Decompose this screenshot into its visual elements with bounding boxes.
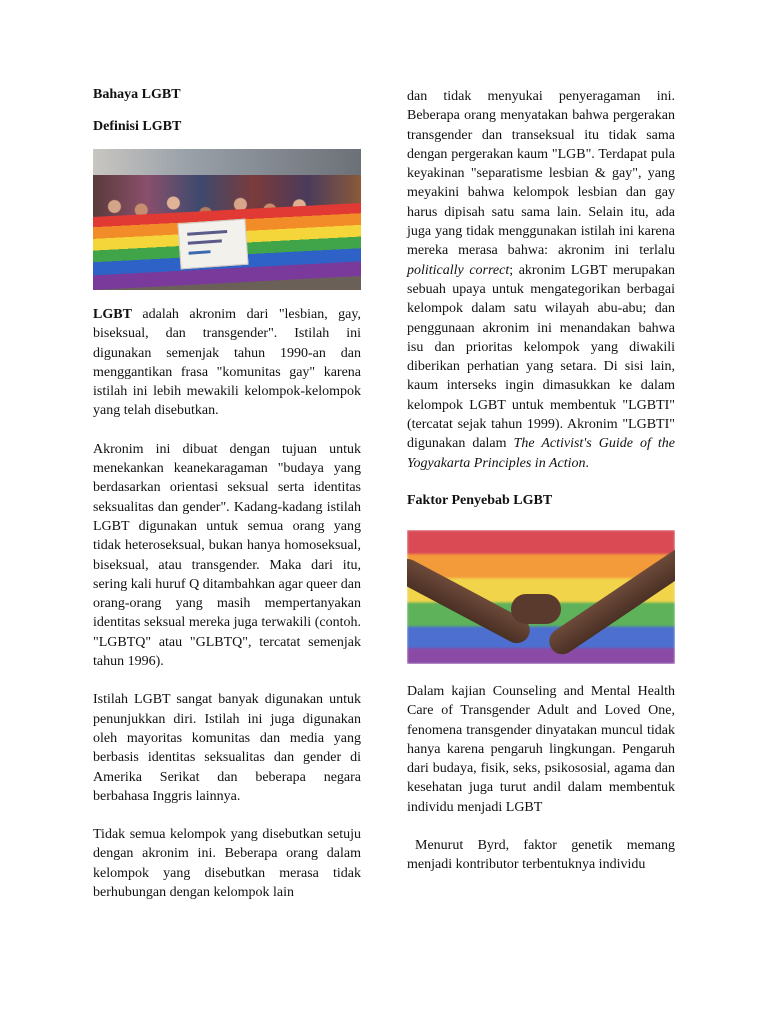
paragraph-definisi-3: Istilah LGBT sangat banyak digunakan untuk penunjukkan diri. Istilah ini juga digunakan oleh mayoritas komunitas dan media yang berbasis identitas seksualitas dan gender di Amerika Serikat dan beberapa negara berbahasa Inggris lainnya. (93, 692, 361, 804)
paragraph-text: dan tidak menyukai penyeragaman ini. Beberapa orang menyatakan bahwa pergerakan transgender dan transeksual itu tidak sama dengan pergerakan kaum "LGB". Terdapat pula keyakinan "separatisme lesbian & gay", yang meyakini bahwa kelompok lesbian dan gay harus dipisah satu sama lain. Selain itu, ada juga yang tidak menggunakan istilah ini karena mereka merasa bahwa: akronim ini terlalu (407, 89, 675, 259)
paragraph-text: . (585, 455, 589, 471)
paragraph-text: adalah akronim dari "lesbian, gay, biseksual, dan transgender". Istilah ini digunakan semenjak tahun 1990-an dan menggantikan frasa "komunitas gay" karena istilah ini lebih mewakili kelompok-kelompok yang telah disebutkan. (93, 307, 361, 419)
paragraph-definisi-1 (93, 305, 361, 421)
italic-phrase: politically correct (407, 262, 510, 278)
section-heading-definisi: Definisi LGBT (93, 119, 182, 134)
paragraph-continued (407, 87, 675, 473)
right-column (407, 87, 675, 875)
paragraph-text: ; akronim LGBT merupakan sebuah upaya untuk mengategorikan berbagai kelompok dalam satu wilayah abu-abu; dan penggunaan akronim ini menandakan bahwa isu dan prioritas kelompok yang diwakili diberikan perhatian yang setara. Di sisi lain, kaum interseks ingin dimasukkan ke dalam kelompok LGBT untuk membentuk "LGBTI" (tercatat sejak tahun 1999). Akronim "LGBTI" digunakan dalam (407, 262, 675, 452)
left-column (93, 86, 361, 902)
term-lgbt: LGBT (93, 307, 132, 322)
paragraph-definisi-4: Tidak semua kelompok yang disebutkan setuju dengan akronim ini. Beberapa orang dalam kelompok yang disebutkan merasa tidak berhubungan dengan kelompok lain (93, 827, 361, 901)
paragraph-faktor-1: Dalam kajian Counseling and Mental Health Care of Transgender Adult and Loved One, fenomena transgender dinyatakan muncul tidak hanya karena pengaruh lingkungan. Pengaruh dari budaya, fisik, seks, psikososial, agama dan kesehatan juga turut andil dalam membentuk individu menjadi LGBT (407, 683, 675, 815)
protest-sign (177, 219, 248, 270)
paragraph-definisi-2: Akronim ini dibuat dengan tujuan untuk menekankan keanekaragaman "budaya yang berdasarkan orientasi seksual serta identitas seksualitas dan gender". Kadang-kadang istilah LGBT digunakan untuk semua orang yang tidak heteroseksual, bukan hanya homoseksual, biseksual, atau transgender. Maka dari itu, sering kali huruf Q ditambahkan agar queer dan orang-orang yang masih mempertanyakan identitas seksual mereka juga terwakili (contoh. "LGBTQ" atau "GLBTQ", tercatat semenjak tahun 1996). (93, 441, 361, 670)
paragraph-faktor-2: Menurut Byrd, faktor genetik memang menjadi kontributor terbentuknya individu (407, 838, 675, 873)
section-heading-faktor: Faktor Penyebab LGBT (407, 492, 553, 508)
pride-parade-photo (93, 149, 361, 290)
holding-hands-rainbow-photo (407, 530, 675, 664)
document-title: Bahaya LGBT (93, 87, 181, 102)
italic-title: The Activist's Guide of the Yogyakarta Principles in Action (407, 436, 675, 471)
